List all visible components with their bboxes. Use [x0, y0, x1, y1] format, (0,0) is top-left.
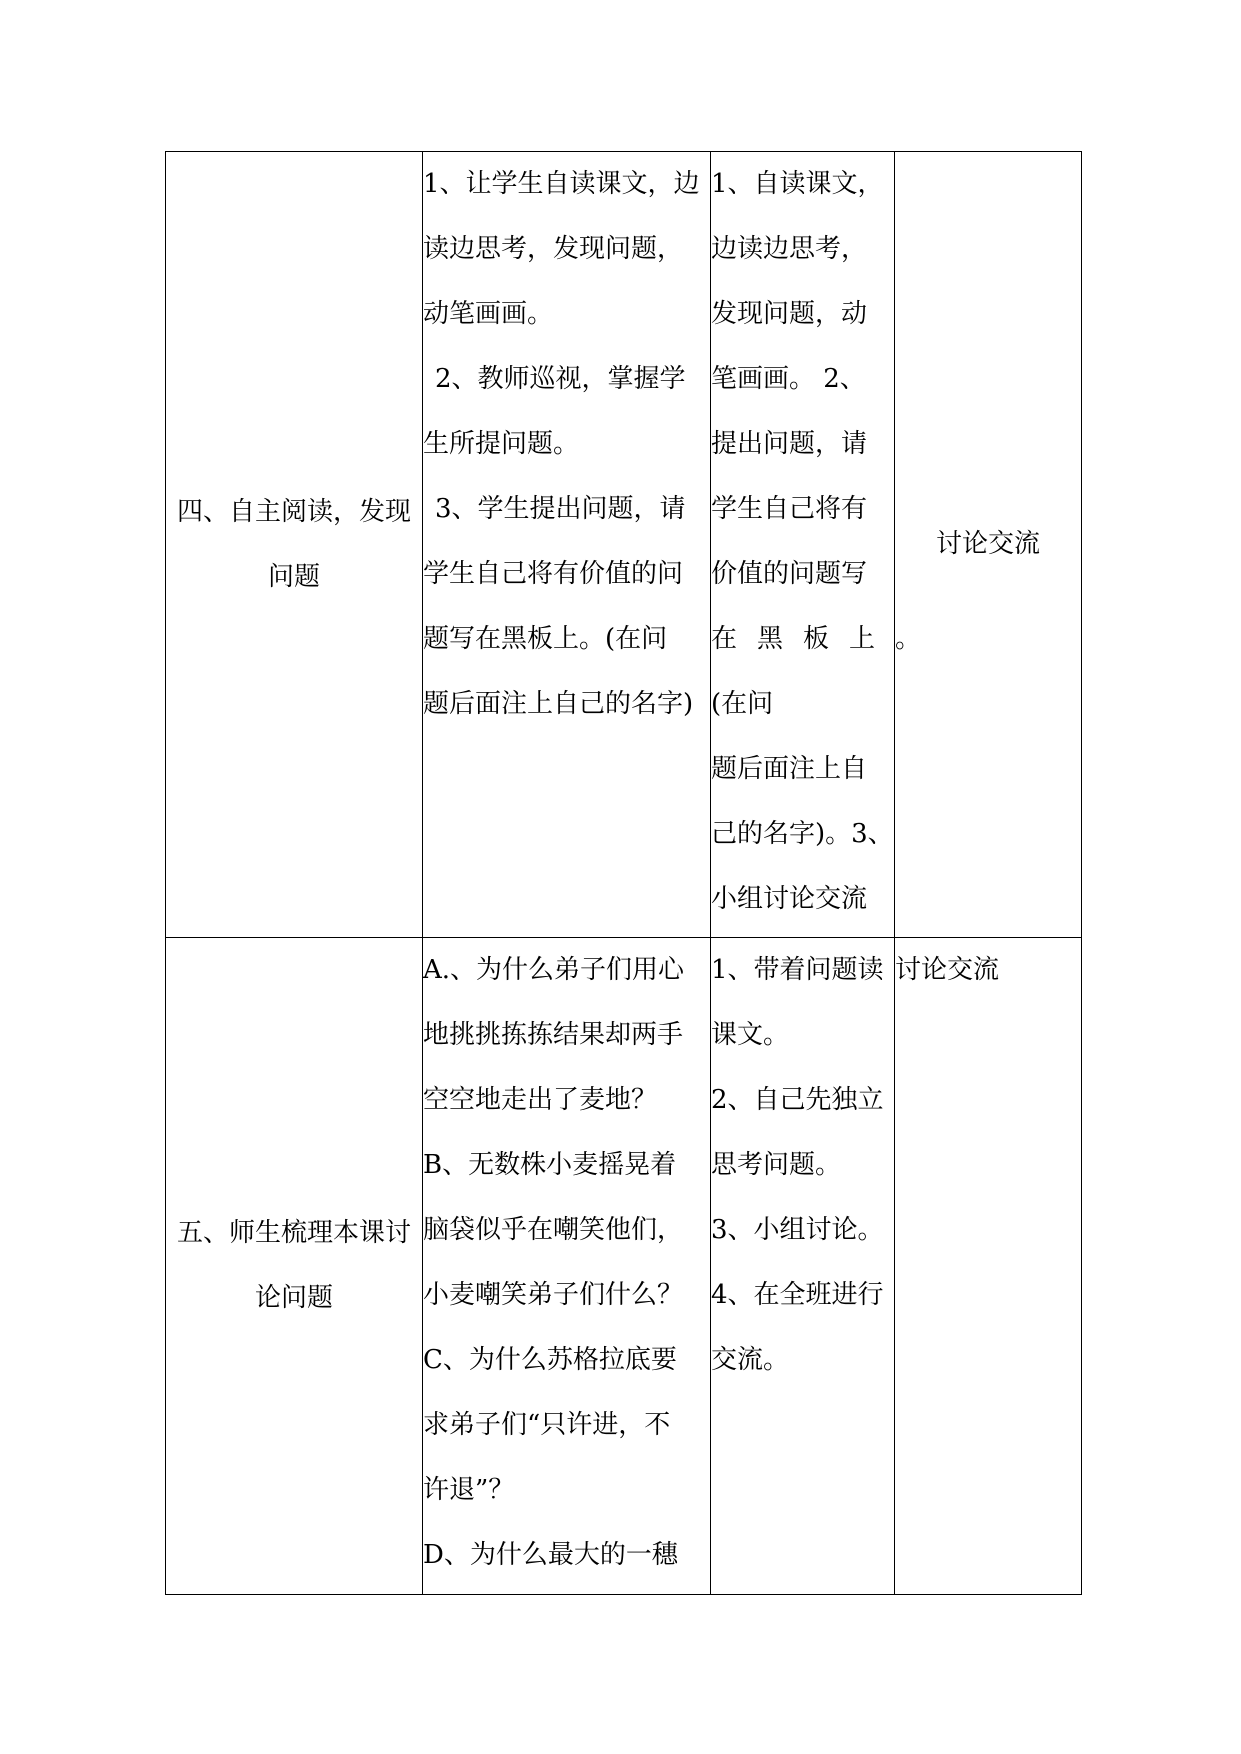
text-line: 3、小组讨论。	[711, 1215, 884, 1245]
purpose-cell	[895, 938, 1082, 1595]
stage-line: 五、师生梳理本课讨	[176, 1218, 411, 1248]
purpose-cell	[895, 152, 1082, 938]
lesson-plan-table	[165, 151, 1082, 1595]
text-line: 提出问题，请	[711, 429, 868, 459]
text-line: 题后面注上自	[711, 754, 868, 784]
text-line: 1、带着问题读	[711, 955, 884, 985]
text-line: 2、自己先独立	[711, 1085, 884, 1115]
text-line: 己的名字)。3、	[711, 819, 894, 849]
text-line: 小麦嘲笑弟子们什么？	[423, 1280, 684, 1310]
text-line: 动笔画画。	[423, 299, 554, 329]
text-line: 学生自己将有	[711, 494, 868, 524]
text-line: A.、为什么弟子们用心	[423, 955, 685, 985]
teacher-activity-cell	[423, 938, 711, 1595]
text-line: 思考问题。	[711, 1150, 842, 1180]
purpose-text: 讨论交流	[895, 955, 1000, 985]
stage-line: 四、自主阅读，发现	[176, 496, 411, 527]
text-line: D、为什么最大的一穗	[423, 1540, 678, 1570]
text-line: C、为什么苏格拉底要	[423, 1345, 677, 1375]
purpose-text: 讨论交流	[935, 529, 1040, 559]
stage-line: 问题	[267, 561, 320, 592]
text-line: 笔画画。 2、	[711, 364, 866, 394]
text-line: 边读边思考，	[711, 234, 868, 264]
text-line: 题写在黑板上。(在问	[423, 624, 668, 654]
text-line: 2、教师巡视，掌握学	[435, 364, 686, 394]
text-line: 地挑挑拣拣结果却两手	[423, 1020, 684, 1050]
text-line: 小组讨论交流	[711, 884, 868, 914]
text-line: (在问	[711, 689, 774, 719]
text-line: 题后面注上自己的名字)	[423, 689, 694, 719]
stage-cell	[166, 938, 423, 1595]
student-activity-cell	[711, 152, 942, 938]
table-row	[166, 152, 1082, 938]
text-line: 发现问题，动	[711, 299, 868, 329]
stage-cell	[166, 152, 423, 938]
text-line: 脑袋似乎在嘲笑他们，	[423, 1215, 684, 1245]
text-line: 空空地走出了麦地？	[423, 1085, 658, 1115]
student-activity-cell	[711, 938, 895, 1595]
text-line: 生所提问题。	[423, 429, 580, 459]
stage-line: 论问题	[254, 1283, 333, 1313]
text-line: 4、在全班进行	[711, 1280, 884, 1310]
text-line: 许退”？	[423, 1475, 515, 1505]
text-line: 价值的问题写	[711, 559, 868, 589]
text-line: 求弟子们“只许进，不	[423, 1410, 671, 1440]
text-line: 读边思考，发现问题，	[423, 234, 684, 264]
teacher-activity-cell	[423, 152, 711, 938]
text-line: B、无数株小麦摇晃着	[423, 1150, 677, 1180]
text-line: 交流。	[711, 1345, 790, 1375]
text-line: 学生自己将有价值的问	[423, 559, 684, 589]
text-line: 1、让学生自读课文，边	[423, 169, 700, 199]
text-line: 课文。	[711, 1020, 790, 1050]
table-row	[166, 938, 1082, 1595]
text-line: 3、学生提出问题，请	[435, 494, 686, 524]
text-line: 在黑板上。	[711, 624, 942, 654]
text-line: 1、自读课文，	[711, 169, 884, 199]
